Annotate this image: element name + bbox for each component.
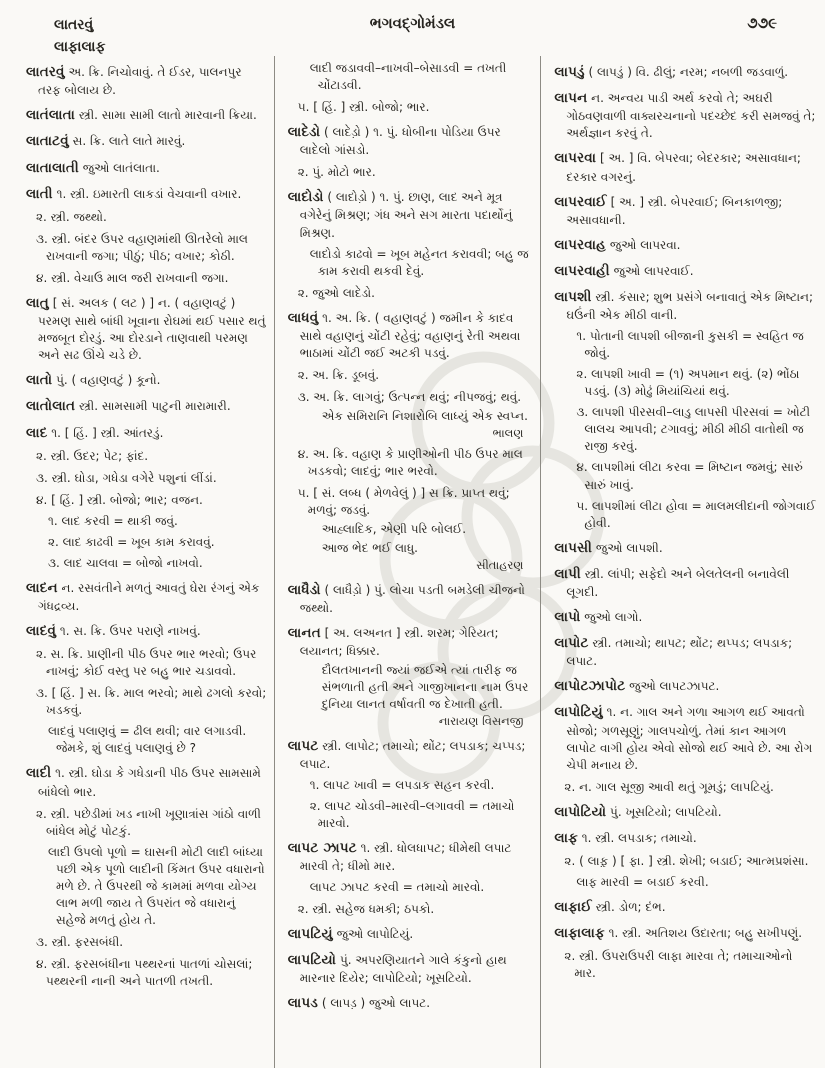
dict-sense	[26, 209, 267, 226]
dict-entry	[554, 288, 817, 324]
dict-idiom	[288, 798, 534, 832]
entry-text: ભાલણ	[492, 425, 524, 440]
dict-entry	[288, 994, 534, 1013]
dict-entry	[554, 703, 817, 773]
entry-text: ૨. ( લાફ઼ ) [ ફા. ] સ્ત્રી. શેખી; બડાઈ; આત્મપ્રશંસા.	[564, 854, 809, 869]
dict-idiom	[26, 555, 267, 572]
dict-attrib	[288, 557, 534, 573]
dict-entry	[26, 294, 267, 364]
dict-entry	[288, 737, 534, 773]
dict-quote	[288, 662, 534, 713]
entry-text: ૩. [ હિં. ] સ. ક્રિ. માલ ભરવો; માથે ઢગલો કરવો; ખડકવું.	[36, 686, 267, 718]
entry-text: ૧. સ્ત્રી. ઘોડા કે ગધેડાની પીઠ ઉપર સામસામે બાંધેલો ભાર.	[38, 766, 261, 799]
entry-text: ૪. [ હિં. ] સ્ત્રી. બોજો; ભાર; વજન.	[36, 492, 203, 507]
headword: લાપરવાહી	[554, 262, 610, 279]
dict-sense	[288, 285, 534, 302]
headword: લાપટિયું	[287, 926, 333, 943]
headword: લાપરવા	[554, 150, 597, 167]
entry-text: લાદી ઉપલો પૂળો = ઘાસની મોટી લાદી બાંધ્યા પછી એક પૂળો લાદીની કિંમત ઉપર વધારાનો મળે છે. તે ઉપરથી જે કામમાં મળવા યોગ્ય લાભ મળી જાય તે ઉપરાંત જે વધારાનું સહેજે મળતું હોય તે.	[48, 844, 265, 927]
dict-idiom	[554, 404, 817, 455]
entry-text: ( લાદોડ઼ો ) ૧. પું. છાણ, લાદ અને મૂત્ર વગેરેનું મિશ્રણ; ગંધ અને સગ મારતા પદાર્થોનું મિશ્રણ.	[299, 190, 513, 240]
entry-text: નારાયણ વિસનજી	[438, 714, 524, 729]
dict-sense	[26, 685, 267, 719]
entry-text: ( લાધૈડ઼ો ) પું. લોચા પડતી બમડેલી ચીજનો જથ્થો.	[299, 582, 525, 615]
headword: લાપટિયો	[287, 952, 337, 969]
entry-text: ૨. લાપટ ચોડવી–મારવી–લગાવવી = તમાચો મારવો.	[309, 798, 515, 830]
entry-text: ૨. સ્ત્રી. પછેડીમાં ખડ નાખી ખૂણાત્રાંસ ગાંઠો વાળી બાંધેલ મોટું પોટકું.	[36, 806, 261, 838]
entry-text: જુઓ લાગો.	[584, 609, 643, 624]
dict-entry	[554, 924, 817, 943]
dict-sense	[554, 853, 817, 870]
entry-text: લાદોડો કાઢવો = ખૂબ મહેનત કરાવવી; બહુ જ કામ કરાવી થકવી દેવું.	[309, 246, 529, 278]
dict-idiom	[554, 328, 817, 362]
columns-container	[26, 56, 821, 1068]
dict-attrib	[288, 713, 534, 729]
headword: લાફાઈ	[554, 899, 592, 916]
entry-text: ૧. સ્ત્રી. ઇમારતી લાકડાં વેચવાની વખાર.	[56, 186, 242, 201]
dict-quote	[288, 540, 534, 557]
headword: લાપસી	[554, 539, 593, 556]
entry-text: જુઓ લાપોટિયું.	[336, 927, 414, 942]
entry-text: ૨. સ્ત્રી. જથ્થો.	[36, 209, 107, 224]
dict-quote	[288, 521, 534, 538]
entry-text: લાફ મારવી = બડાઈ કરવી.	[576, 875, 709, 890]
dict-idiom	[288, 60, 534, 94]
headword: લાદવું	[26, 623, 57, 640]
dict-sense	[26, 470, 267, 487]
dict-entry	[554, 63, 817, 82]
dict-entry	[26, 622, 267, 641]
headword: લાપટ	[287, 737, 319, 754]
column-2	[275, 56, 542, 1068]
dict-entry	[288, 309, 534, 362]
running-head-last-word: લાફાલાફ	[54, 39, 106, 55]
dict-sense	[288, 367, 534, 384]
dict-sense	[288, 446, 534, 480]
entry-text: લાદી જડાવવી–નાખવી–બેસાડવી = તખતી ચોંટાડવી.	[309, 61, 507, 93]
entry-text: ૨. પું. મોટો ભાર.	[297, 165, 376, 180]
headword: લાતી	[26, 185, 53, 202]
dict-entry	[554, 149, 817, 185]
entry-text: ૫. લાપશીમાં લીટા હોવા = માલમલીદાની જોગવાઈ હોવી.	[576, 498, 816, 530]
dict-sense	[26, 270, 267, 287]
entry-text: [ અ. ] સ્ત્રી. બેપરવાઈ; બિનકાળજી; અસાવધાની.	[566, 194, 783, 227]
headword: લાપટ ઝાપટ	[287, 839, 357, 856]
dict-entry	[554, 565, 817, 601]
headword: લાતરવું	[26, 64, 65, 80]
dict-sense	[26, 806, 267, 840]
entry-text: લાદવું પલાણવું = ઢીલ થવી; વાર લગાડવી. જેમકે, શું લાદવું પલાણવું છે ?	[48, 724, 247, 756]
dict-entry	[554, 898, 817, 917]
entry-text: લાપટ ઝાપટ કરવી = તમાચો મારવો.	[309, 880, 485, 895]
dict-entry	[554, 829, 817, 848]
headword: લાપી	[554, 565, 581, 582]
page-number: ૭૭૯	[747, 14, 777, 32]
entry-text: ૩. સ્ત્રી. બંદર ઉપર વહાણમાંથી ઊતરેલો માલ રાખવાની જગા; પીઠું; પીઠ; વખાર; કોઠી.	[36, 231, 248, 263]
entry-text: ૩. લાપશી પીરસવી–લાડુ લાપસી પીરસવાં = ખોટી લાલચ આપવી; ટગાવવું; મીઠી મીઠી વાતોથી જ રાજી કરવું.	[576, 405, 811, 454]
column-3	[541, 56, 821, 1068]
dict-idiom	[26, 534, 267, 551]
dict-sense	[26, 492, 267, 509]
headword: લાપશી	[554, 289, 592, 306]
headword: લાધૈડો	[287, 581, 321, 598]
headword: લાદેડો	[287, 124, 321, 141]
dict-entry	[26, 371, 267, 390]
entry-text: ૧. લાપટ ખાવી = લપડાક સહન કરવી.	[309, 777, 495, 792]
entry-text: ૩. લાદ ચાલવા = બોજો નાખવો.	[48, 555, 203, 570]
entry-text: પું. અપરણિયાતને ગાલે કંકુનો હાથ મારનાર દિયેર; લાપોટિયો; ખૂસટિયો.	[299, 953, 507, 986]
entry-text: ૪. સ્ત્રી. વેચાઉ માલ જરી રાખવાની જગા.	[36, 270, 229, 285]
headword: લાતાલાતી	[26, 159, 79, 176]
entry-text: ૨. સ. ક્રિ. પ્રાણીની પીઠ ઉપર ભાર ભરવો; ઉપર નાખવું; કોઈ વસ્તુ પર બહુ ભાર ચડાવવો.	[36, 647, 257, 679]
entry-text: ૧. [ હિં. ] સ્ત્રી. આંતરડું.	[51, 425, 164, 440]
entry-text: ( લાદેડ઼ો ) ૧. પું. ધોબીના પોડિયા ઉપર લાદેલો ગાંસડો.	[299, 125, 501, 158]
entry-text: સ્ત્રી. લાંપી; સફેદો અને બેલતેલની બનાવેલી લૂગદી.	[566, 566, 790, 599]
headword: લાદી	[26, 765, 52, 782]
dict-idiom	[554, 366, 817, 400]
entry-text: ૫. [ હિં. ] સ્ત્રી. બોજો; ભાર.	[297, 100, 430, 115]
entry-text: દૌલતખાનની જ્યાં જઈએ ત્યાં તારીફ જ સંભળાતી હતી અને ગાજીખાનના નામ ઉપર દુનિયા લાનત વર્ષાવતી જ દેખાતી હતી.	[321, 663, 529, 712]
entry-text: ૧. પોતાની લાપશી બીજાની કુસકી = સ્વહિત જ જોવું.	[576, 329, 804, 361]
entry-text: સ્ત્રી. સામા સામી લાતો મારવાની ક્રિયા.	[78, 108, 257, 123]
dict-entry	[288, 839, 534, 875]
entry-text: ( લાપડ઼ું ) વિ. ઢીલું; નરમ; નબળી જડવાળું.	[588, 65, 789, 79]
dict-entry	[554, 193, 817, 229]
entry-text: [ સં. અલક ( લટ ) ] ન. ( વહાણવટું ) પરમણ સાથે બાંધી ખૂવાના રોઘમાં થઈ પસાર થતું મજબૂત દોરડું. આ દોરડાને તાણવાથી પરમણ અને સઢ ઊંચે ચડે છે.	[38, 295, 266, 363]
entry-text: ૧. સ્ત્રી. ધોલધાપટ; ધીમેથી લપાટ મારવી તે; ધીમો માર.	[299, 840, 512, 874]
dict-idiom	[288, 879, 534, 896]
dict-attrib	[288, 425, 534, 441]
entry-text: ૨. સ્ત્રી. ઉદર; પેટ; ફાંદ.	[36, 448, 149, 463]
page-title: ભગવદ્ગોમંડલ	[369, 14, 456, 32]
dict-entry	[288, 188, 534, 241]
dict-idiom	[26, 844, 267, 929]
entry-text: જુઓ લાતંલાતા.	[82, 160, 160, 175]
entry-text: ૫. [ સં. લબ્ધ ( મેળવેલું ) ] સ ક્રિ. પ્રાપ્ત થવું; મળવું; જડવું.	[297, 486, 510, 518]
entry-text: ૨. અ. ક્રિ. ડૂબવું.	[297, 367, 380, 382]
dict-sense	[288, 164, 534, 181]
entry-text: પું. ખૂસટિયો; લાપટિયો.	[610, 804, 722, 819]
headword: લાનત	[287, 624, 321, 641]
headword: લાપડું	[554, 64, 585, 80]
dict-sense	[26, 448, 267, 465]
headword: લાપોટિયો	[554, 803, 607, 820]
headword: લાપોટઝાપોટ	[554, 678, 626, 695]
dict-sense	[288, 389, 534, 406]
entry-text: આહ્લાદિક, એણી પરિ બોલઈ.	[321, 522, 467, 537]
dict-entry	[26, 397, 267, 416]
dict-idiom	[26, 513, 267, 530]
entry-text: ૩. સ્ત્રી. ઘોડા, ગધેડા વગેરે પશુનાં લીંડાં.	[36, 470, 217, 485]
entry-text: એક સમિરાનિ નિશારોબિ લાધ્યું એક સ્વપ્ન.	[321, 408, 528, 423]
dict-entry	[288, 624, 534, 660]
headword: લાતોલાત	[26, 398, 76, 415]
headword: લાદ	[26, 424, 48, 441]
dict-entry	[554, 236, 817, 255]
dict-entry	[288, 951, 534, 987]
dict-entry	[26, 106, 267, 125]
dict-entry	[554, 634, 817, 670]
dict-entry	[288, 581, 534, 617]
dict-idiom	[554, 459, 817, 493]
dict-sense	[288, 99, 534, 116]
dict-sense	[288, 485, 534, 519]
entry-text: જુઓ લાપટઝાપટ.	[629, 679, 720, 694]
entry-text: સીતાહરણ	[476, 558, 524, 573]
dict-idiom	[554, 498, 817, 532]
dict-sense	[26, 231, 267, 265]
dict-idiom	[288, 777, 534, 794]
headword: લાદન	[26, 579, 58, 596]
dict-entry	[26, 579, 267, 615]
entry-text: જુઓ લાપરવા.	[609, 237, 681, 252]
entry-text: ૧. સ. ક્રિ. ઉપર પરાણે નાખવું.	[59, 624, 201, 639]
entry-text: ૨. ન. ગાલ સૂજી આવી થતું ગૂમડું; લાપટિયું.	[564, 779, 774, 794]
dict-sense	[26, 646, 267, 680]
entry-text: ૨. જુઓ લાદેડો.	[297, 285, 375, 300]
dict-entry	[554, 262, 817, 281]
dict-entry	[554, 677, 817, 696]
entry-text: ૪. સ્ત્રી. ફરસબંધીના પથ્થરનાં પાતળાં ચોસલાં; પથ્થરની નાની અને પાતળી તખતી.	[36, 956, 253, 988]
entry-text: આજ ભેદ ભઈ લાધુ.	[321, 541, 418, 556]
entry-text: સ્ત્રી. ડોળ; દંભ.	[595, 900, 666, 915]
headword: લાપરવાહ	[554, 236, 606, 253]
entry-text: અ. ક્રિ. નિચોવાવું. તે ઈડર, પાલનપુર તરફ બોલાય છે.	[38, 65, 242, 98]
entry-text: સ. ક્રિ. લાતે લાતે મારવું.	[72, 134, 186, 149]
headword: લાફ	[554, 829, 578, 846]
entry-text: ૩. સ્ત્રી. ફરસબંધી.	[36, 934, 124, 949]
entry-text: પું. ( વહાણવટું ) કૂનો.	[56, 373, 161, 388]
entry-text: ૨. સ્ત્રી. સહેજ ધમકી; ઠપકો.	[297, 902, 435, 917]
headword: લાધવું	[287, 309, 319, 326]
dict-entry	[554, 539, 817, 558]
dict-sense	[554, 779, 817, 796]
entry-text: [ અ. ] વિ. બેપરવા; બેદરકાર; અસાવધાન; દરકાર વગરનું.	[566, 151, 801, 184]
headword: લાતુ	[26, 294, 49, 311]
entry-text: ૨. સ્ત્રી. ઉપરાઉપરી લાફા મારવા તે; તમાચાઓનો માર.	[564, 949, 793, 981]
entry-text: સ્ત્રી. કંસાર; શુભ પ્રસંગે બનાવાતું એક મિષ્ટાન; ઘઉંની એક મીઠી વાની.	[566, 290, 814, 323]
dict-entry	[554, 89, 817, 142]
entry-text: જુઓ લાપરવાઈ.	[613, 263, 694, 278]
headword: લાપો	[554, 608, 581, 625]
entry-text: ૨. લાદ કાઢવી = ખૂબ કામ કરાવવું.	[48, 534, 215, 549]
headword: લાતો	[26, 372, 53, 389]
dict-entry	[288, 925, 534, 944]
headword: લાપોટ	[554, 635, 589, 652]
dict-entry	[26, 159, 267, 178]
entry-text: ૪. લાપશીમાં લીટા કરવા = મિષ્ટાન જમવું; સારું સારું ખાવું.	[576, 460, 803, 492]
entry-text: ૧. સ્ત્રી. અતિશય ઉદારતા; બહુ સખીપણું.	[608, 926, 803, 941]
column-1	[26, 56, 275, 1068]
headword: લાતંલાતા	[26, 107, 76, 124]
dict-idiom	[288, 246, 534, 280]
entry-text: સ્ત્રી. સામસામી પાટુની મારામારી.	[78, 399, 231, 414]
dict-entry	[26, 132, 267, 151]
entry-text: ૧. લાદ કરવી = થાકી જવું.	[48, 513, 178, 528]
entry-text: ૧. સ્ત્રી. લપડાક; તમાચો.	[581, 830, 697, 845]
entry-text: ન. અન્વય પાડી અર્થ કરવો તે; અઘરી ગોઠવણવાળી વાક્યરચનાનો પદચ્છેદ કરી સમજવું તે; અર્થજ્ઞાન કરવું તે.	[566, 91, 816, 141]
entry-text: જુઓ લાપશી.	[595, 540, 663, 555]
dict-entry	[26, 63, 267, 99]
dict-sense	[554, 948, 817, 982]
headword: લાફાલાફ	[554, 925, 605, 942]
entry-text: સ્ત્રી. લાપોટ; તમાચો; થોંટ; લપડાક; ચપ્પડ; લપાટ.	[299, 738, 526, 771]
dict-quote	[288, 408, 534, 425]
entry-text: ૩. અ. ક્રિ. લાગવું; ઉત્પન્ન થવું; નીપજવું; થવું.	[297, 389, 522, 404]
dict-entry	[288, 123, 534, 159]
entry-text: ૧. ન. ગાલ અને ગળા આગળ થઈ આવતો સોજો; ગળસૂણું; ગાલપચોળું. તેમાં કાન આગળ લાપોટ વાગી હોય એવો સોજો થઈ આવે છે. આ રોગ ચેપી મનાય છે.	[566, 705, 813, 772]
headword: લાતાટવું	[26, 133, 69, 150]
running-head-first-word: લાતરવું	[54, 17, 94, 33]
entry-text: ન. રસવંતીને મળતું આવતું ઘેરા રંગનું એક ગંધદ્રવ્ય.	[38, 580, 260, 613]
entry-text: સ્ત્રી. તમાચો; થાપટ; થોંટ; થપ્પડ; લપડાક; લપાટ.	[566, 636, 793, 669]
headword: લાપરવાઈ	[554, 193, 607, 210]
headword: લાપન	[554, 90, 588, 107]
dict-sense	[26, 956, 267, 990]
dict-idiom	[26, 723, 267, 757]
entry-text: [ અ. લઅનત ] સ્ત્રી. શરમ; ગેરિયત; લયાનત; ધિક્કાર.	[299, 625, 499, 659]
entry-text: ૨. લાપશી ખાવી = (૧) અપમાન થવું. (૨) ભોંઠા પડવું. (૩) મોઢું મિયાંચિયાં થવું.	[576, 367, 800, 399]
dict-sense	[288, 901, 534, 918]
headword: લાદોડો	[287, 189, 324, 206]
dict-entry	[554, 608, 817, 627]
entry-text: ૪. અ. ક્રિ. વહાણ કે પ્રાણીઓની પીઠ ઉપર માલ ખડકવો; લાદવું; ભાર ભરવો.	[297, 447, 523, 479]
headword: લાપડ	[287, 995, 319, 1012]
headword: લાપોટિયું	[554, 704, 603, 721]
dict-entry	[554, 803, 817, 822]
dict-sense	[26, 934, 267, 951]
dict-idiom	[554, 874, 817, 891]
dict-entry	[26, 424, 267, 443]
entry-text: ( લાપડ઼ ) જુઓ લાપટ.	[321, 996, 431, 1011]
dict-entry	[26, 185, 267, 204]
dict-entry	[26, 764, 267, 800]
entry-text: ૧. અ. ક્રિ. ( વહાણવટું ) જમીન કે કાદવ સાથે વહાણનું ચોંટી રહેવું; વહાણનું રેતી અથવા ભાઠામાં ચોંટી જઈ અટકી પડવું.	[299, 310, 521, 360]
